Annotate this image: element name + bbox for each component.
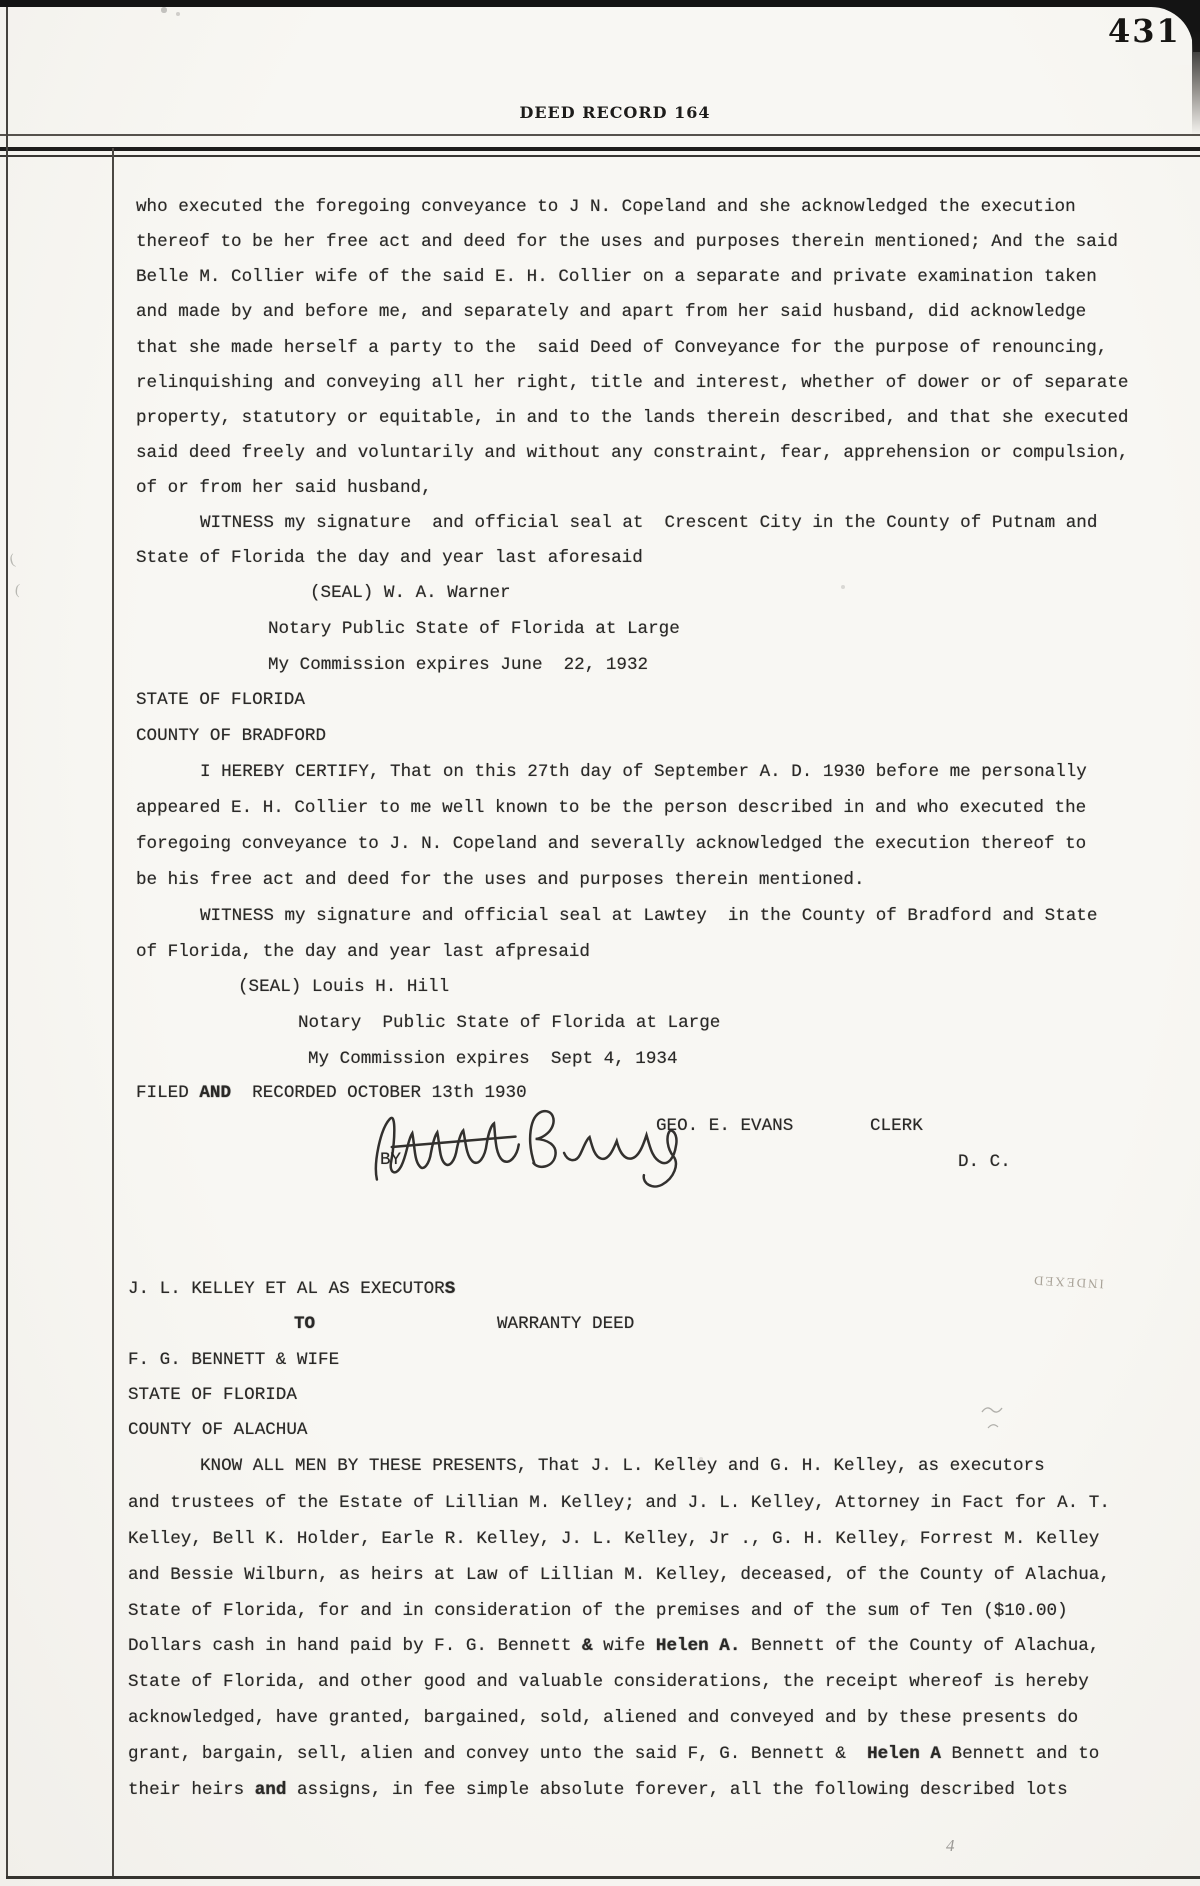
- typed-line: State of Florida the day and year last aforesaid: [136, 548, 643, 568]
- typed-line: J. L. KELLEY ET AL AS EXECUTORS: [128, 1279, 456, 1299]
- header-rule-thin: [0, 134, 1200, 136]
- typed-line: My Commission expires June 22, 1932: [268, 655, 649, 675]
- typed-line: Notary Public State of Florida at Large: [298, 1013, 721, 1033]
- typed-line: WARRANTY DEED: [497, 1314, 635, 1334]
- typed-line: and trustees of the Estate of Lillian M. Kelley; and J. L. Kelley, Attorney in Fact for A. T.: [128, 1493, 1110, 1513]
- clerk-signature-handwriting: [366, 1096, 701, 1206]
- margin-scratch-mark: (: [14, 581, 21, 599]
- typed-line: and made by and before me, and separately and apart from her said husband, did acknowledge: [136, 302, 1087, 322]
- margin-scratch-mark: (: [8, 551, 17, 569]
- typed-line: of or from her said husband,: [136, 478, 432, 498]
- typed-line: said deed freely and voluntarily and without any constraint, fear, apprehension or compulsion,: [136, 443, 1129, 463]
- typed-line: TO: [294, 1314, 316, 1334]
- typed-line: WITNESS my signature and official seal at Lawtey in the County of Bradford and State: [200, 906, 1098, 926]
- clerk-title: CLERK: [870, 1116, 923, 1136]
- book-header: DEED RECORD 164: [519, 103, 711, 122]
- typed-line: WITNESS my signature and official seal at Crescent City in the County of Putnam and: [200, 513, 1098, 533]
- typed-line: their heirs and assigns, in fee simple absolute forever, all the following described lots: [128, 1780, 1068, 1800]
- typed-line: thereof to be her free act and deed for the uses and purposes therein mentioned; And the said: [136, 232, 1118, 252]
- typed-line: I HEREBY CERTIFY, That on this 27th day of September A. D. 1930 before me personally: [200, 762, 1087, 782]
- typed-line: STATE OF FLORIDA: [128, 1385, 297, 1405]
- typed-line: property, statutory or equitable, in and to the lands therein described, and that she executed: [136, 408, 1129, 428]
- left-margin-line-outer: [6, 7, 8, 1878]
- scan-speckles: [0, 0, 2, 2]
- typed-line: State of Florida, for and in consideration of the premises and of the sum of Ten ($10.00): [128, 1601, 1068, 1621]
- typed-line: COUNTY OF BRADFORD: [136, 726, 327, 746]
- typed-line: appeared E. H. Collier to me well known to be the person described in and who executed the: [136, 798, 1087, 818]
- typed-line: F. G. BENNETT & WIFE: [128, 1350, 340, 1370]
- typed-line: KNOW ALL MEN BY THESE PRESENTS, That J. L. Kelley and G. H. Kelley, as executors: [200, 1456, 1045, 1476]
- typed-line: that she made herself a party to the said Deed of Conveyance for the purpose of renouncing,: [136, 338, 1108, 358]
- typed-line: who executed the foregoing conveyance to J N. Copeland and she acknowledged the execution: [136, 197, 1076, 217]
- pencil-squiggle-mark: [980, 1404, 1006, 1434]
- header-rule-thick: [0, 147, 1200, 151]
- typed-line: FILED AND RECORDED OCTOBER 13th 1930: [136, 1083, 527, 1103]
- typed-line: (SEAL) W. A. Warner: [310, 583, 511, 603]
- typed-line: State of Florida, and other good and valuable considerations, the receipt whereof is hereby: [128, 1672, 1089, 1692]
- typed-line: foregoing conveyance to J. N. Copeland and severally acknowledged the execution thereof to: [136, 834, 1087, 854]
- typed-line: acknowledged, have granted, bargained, sold, aliened and conveyed and by these presents do: [128, 1708, 1079, 1728]
- typed-line: and Bessie Wilburn, as heirs at Law of Lillian M. Kelley, deceased, of the County of Alachua,: [128, 1565, 1110, 1585]
- typed-line: grant, bargain, sell, alien and convey unto the said F, G. Bennett & Helen A Bennett and to: [128, 1744, 1100, 1764]
- page-number: 431: [1108, 12, 1181, 50]
- deputy-clerk-initials: D. C.: [958, 1152, 1011, 1172]
- typed-line: of Florida, the day and year last afpresaid: [136, 942, 590, 962]
- bottom-rule: [6, 1876, 1200, 1879]
- pencil-mark-note: 4: [946, 1836, 955, 1855]
- typed-line: relinquishing and conveying all her right, title and interest, whether of dower or of separate: [136, 373, 1129, 393]
- typed-line: COUNTY OF ALACHUA: [128, 1420, 308, 1440]
- scan-top-edge: [0, 0, 1200, 7]
- typed-line: Belle M. Collier wife of the said E. H. Collier on a separate and private examination taken: [136, 267, 1097, 287]
- left-margin-line-inner: [112, 148, 114, 1878]
- typed-line: My Commission expires Sept 4, 1934: [308, 1049, 678, 1069]
- by-label: BY: [380, 1150, 402, 1170]
- typed-line: Kelley, Bell K. Holder, Earle R. Kelley, J. L. Kelley, Jr ., G. H. Kelley, Forrest M. Kelley: [128, 1529, 1100, 1549]
- clerk-name: GEO. E. EVANS: [656, 1116, 794, 1136]
- typed-line: Notary Public State of Florida at Large: [268, 619, 680, 639]
- typed-line: Dollars cash in hand paid by F. G. Bennett & wife Helen A. Bennett of the County of Alachua,: [128, 1636, 1100, 1656]
- indexed-stamp: INDEXED: [1031, 1273, 1105, 1292]
- typed-line: STATE OF FLORIDA: [136, 690, 305, 710]
- typed-line: (SEAL) Louis H. Hill: [238, 977, 450, 997]
- header-rule-thick-2: [0, 155, 1200, 157]
- typed-line: be his free act and deed for the uses and purposes therein mentioned.: [136, 870, 865, 890]
